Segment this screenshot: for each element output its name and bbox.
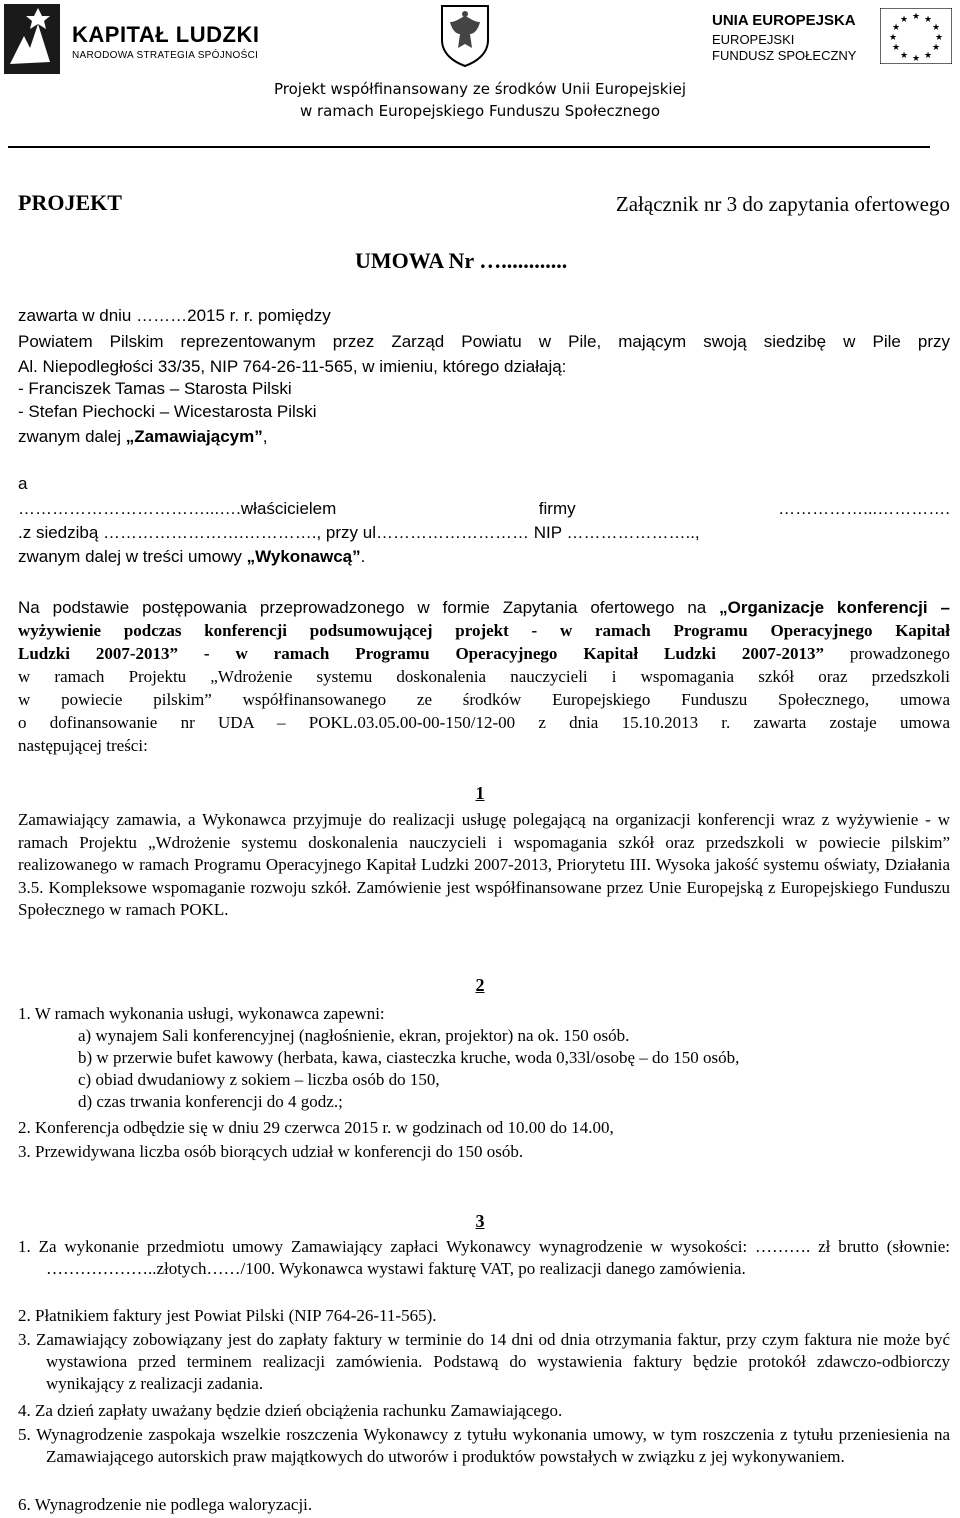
svg-text:★: ★ — [931, 43, 941, 53]
wykonawca-suffix: . — [360, 547, 366, 566]
intro-line2: Powiatem Pilskim reprezentowanym przez Zarząd Powiatu w Pile, mającym swoją siedzibę w Pile przy — [18, 332, 950, 351]
seat-line: .z siedzibą …………………….…………., przy ul……………………… NIP ………………….., — [18, 523, 700, 542]
basis-line5: w powiecie pilskim” współfinansowanego ze środków Europejskiego Funduszu Społecznego, umowa — [18, 690, 950, 709]
kapital-ludzki-logo — [4, 4, 264, 74]
svg-text:★: ★ — [934, 33, 944, 43]
svg-text:★: ★ — [911, 54, 921, 64]
section-2-a: a) wynajem Sali konferencyjnej (nagłośnienie, ekran, projektor) na ok. 150 osób. — [78, 1026, 630, 1045]
svg-text:★: ★ — [923, 51, 933, 61]
basis-line3 — [18, 643, 950, 664]
intro-line3: Al. Niepodległości 33/35, NIP 764-26-11-565, w imieniu, którego działają: — [18, 357, 567, 376]
coat-of-arms — [438, 2, 492, 68]
section-2-d: d) czas trwania konferencji do 4 godz.; — [78, 1092, 343, 1111]
kapital-ludzki-emblem-icon — [4, 4, 60, 74]
signatory-2: - Stefan Piechocki – Wicestarosta Pilski — [18, 402, 317, 421]
section-2-heading: 2 — [475, 975, 485, 995]
svg-text:★: ★ — [899, 15, 909, 25]
zamawiajacy-line — [18, 426, 950, 447]
intro-line1: zawarta w dniu ………2015 r. r. pomiędzy — [18, 306, 331, 325]
eu-line3: FUNDUSZ SPOŁECZNY — [712, 48, 857, 63]
eu-logo — [706, 8, 956, 78]
basis-line4: w ramach Projektu „Wdrożenie systemu doskonalenia nauczycieli i wspomagania szkół oraz przedszkoli — [18, 667, 950, 686]
signatory-1: - Franciszek Tamas – Starosta Pilski — [18, 379, 292, 398]
eu-stars-icon — [880, 8, 952, 64]
svg-text:★: ★ — [891, 43, 901, 53]
kl-subtitle: NARODOWA STRATEGIA SPÓJNOŚCI — [72, 50, 259, 61]
svg-text:★: ★ — [888, 33, 898, 43]
wykonawca-prefix: zwanym dalej w treści umowy — [18, 547, 247, 566]
svg-text:★: ★ — [891, 23, 901, 33]
section-1-text: Zamawiający zamawia, a Wykonawca przyjmuje do realizacji usługę polegającą na organizacji konferencji wraz z wyżywienie - w ramach Projektu „Wdrożenie systemu doskonalenia nauczycieli i wspomagania szkół oraz przedszkoli w powiecie pilskim” realizowanego w ramach Programu Operacyjnego Kapitał Ludzki 2007-2013, Priorytetu III. Wysoka jakość systemu oświaty, Działania 3.5. Kompleksowe wspomaganie rozwoju szkół. Zamówienie jest współfinansowane przez Unie Europejską z Europejskiego Funduszu Społecznego w ramach POKL. — [18, 810, 950, 919]
eagle-coat-of-arms-icon — [438, 2, 492, 68]
zamawiajacy-term: „Zamawiającym” — [125, 427, 263, 446]
basis-l1a: Na podstawie postępowania przeprowadzonego w formie Zapytania ofertowego na — [18, 598, 720, 617]
zamawiajacy-prefix: zwanym dalej — [18, 427, 126, 446]
svg-text:★: ★ — [911, 12, 921, 22]
attachment-label: Załącznik nr 3 do zapytania ofertowego — [615, 192, 950, 216]
basis-l3a: Ludzki 2007-2013” - w ramach Programu Operacyjnego Kapitał Ludzki 2007-2013” — [18, 644, 825, 663]
basis-line7: następującej treści: — [18, 736, 148, 755]
conjunction-a: a — [18, 474, 28, 493]
cofinancing-note-line1: Projekt współfinansowany ze środków Unii Europejskiej — [274, 80, 686, 98]
section-2-b: b) w przerwie bufet kawowy (herbata, kawa, ciasteczka kruche, woda 0,33l/osobę – do 150 osób, — [78, 1048, 740, 1067]
section-3-p4: 4. Za dzień zapłaty uważany będzie dzień obciążenia rachunku Zamawiającego. — [18, 1401, 563, 1420]
basis-line6: o dofinansowanie nr UDA – POKL.03.05.00-00-150/12-00 z dnia 15.10.2013 r. zawarta zostaje umowa — [18, 713, 950, 732]
contract-title: UMOWA Nr …............ — [355, 248, 568, 273]
basis-l1b: „Organizacje konferencji – — [719, 598, 950, 617]
owner-line: ……………………………...….właścicielem firmy ……………...…………. — [18, 499, 950, 518]
eu-line2: EUROPEJSKI — [712, 32, 795, 47]
cofinancing-note-line2: w ramach Europejskiego Funduszu Społecznego — [299, 102, 661, 120]
section-3-p3: 3. Zamawiający zobowiązany jest do zapłaty faktury w terminie do 14 dni od dnia otrzymania faktur, przy czym faktura nie może być wystawiona przed terminem realizacji zamówienia. Podstawą do wystawienia faktury będzie protokół zdawczo-odbiorczy wynikający z realizacji zadania. — [18, 1330, 950, 1393]
section-3-p6: 6. Wynagrodzenie nie podlega waloryzacji. — [18, 1495, 313, 1514]
basis-line2: wyżywienie podczas konferencji podsumowującej projekt - w ramach Programu Operacyjnego Kapitał — [18, 621, 950, 640]
section-3-p5: 5. Wynagrodzenie zaspokaja wszelkie roszczenia Wykonawcy z tytułu wykonania umowy, w tym roszczenia z tytułu przeniesienia na Zamawiającego autorskich praw majątkowych do utworów i produktów powstałych w związku z jej wykonywaniem. — [18, 1425, 950, 1466]
basis-l3b: prowadzonego — [824, 644, 951, 663]
projekt-label: PROJEKT — [18, 190, 122, 215]
kl-title: KAPITAŁ LUDZKI — [72, 22, 260, 47]
section-2-p1: 1. W ramach wykonania usługi, wykonawca zapewni: — [18, 1004, 385, 1023]
eu-line1: UNIA EUROPEJSKA — [712, 12, 856, 29]
wykonawca-line — [18, 546, 950, 567]
section-2-c: c) obiad dwudaniowy z sokiem – liczba osób do 150, — [78, 1070, 440, 1089]
header-divider — [8, 146, 930, 148]
svg-text:★: ★ — [923, 15, 933, 25]
section-3-p1: 1. Za wykonanie przedmiotu umowy Zamawiający zapłaci Wykonawcy wynagrodzenie w wysokości: ………. zł brutto (słownie: ………………..złotych……/100. Wykonawca wystawi fakturę VAT, po realizacji danego zamówienia. — [18, 1237, 950, 1278]
svg-text:★: ★ — [931, 23, 941, 33]
section-2-p2: 2. Konferencja odbędzie się w dniu 29 czerwca 2015 r. w godzinach od 10.00 do 14.00, — [18, 1118, 614, 1137]
section-3-p2: 2. Płatnikiem faktury jest Powiat Pilski (NIP 764-26-11-565). — [18, 1306, 437, 1325]
wykonawca-term: „Wykonawcą” — [246, 547, 361, 566]
zamawiajacy-suffix: , — [262, 427, 268, 446]
section-1-heading: 1 — [475, 783, 485, 803]
basis-line1 — [18, 597, 950, 618]
section-2-p3: 3. Przewidywana liczba osób biorących udział w konferencji do 150 osób. — [18, 1142, 524, 1161]
section-3-heading: 3 — [475, 1211, 485, 1231]
svg-text:★: ★ — [899, 51, 909, 61]
